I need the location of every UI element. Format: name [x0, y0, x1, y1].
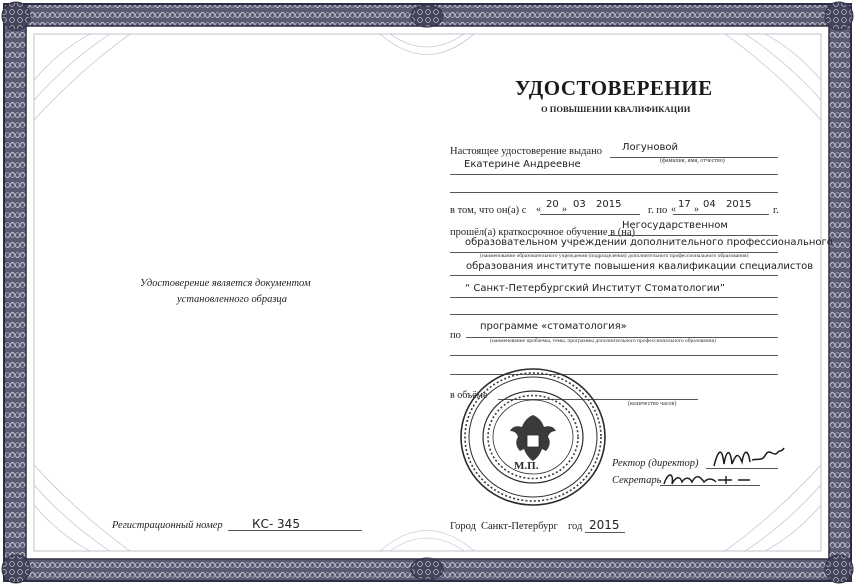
- period-year-suffix: г. по: [648, 205, 668, 216]
- period-to-line: [673, 214, 769, 215]
- city-label: Город: [450, 521, 476, 532]
- issued-surname: Логуновой: [622, 142, 678, 153]
- period-end-suffix: г.: [773, 205, 779, 216]
- training-line1: [608, 235, 778, 236]
- period-label: в том, что он(а) с: [450, 205, 527, 216]
- period-from-quote-open: «: [536, 204, 541, 215]
- issued-name: Екатерине Андреевне: [464, 159, 581, 170]
- period-to-day: 17: [678, 199, 691, 210]
- year-label: год: [568, 521, 583, 532]
- period-to-quote-close: »: [694, 204, 699, 215]
- training-line5: [450, 314, 778, 315]
- training-line4: [450, 297, 778, 298]
- volume-label: в объёме: [450, 390, 488, 401]
- issued-caption: (фамилия, имя, отчество): [660, 158, 725, 164]
- certificate-title: УДОСТОВЕРЕНИЕ: [515, 76, 713, 100]
- registration-label: Регистрационный номер: [112, 520, 223, 531]
- secretary-signature: [660, 468, 760, 490]
- registration-line: [228, 530, 362, 531]
- training-caption: (наименование образовательного учреждения (подразделения) дополнительного профессионального образования): [480, 253, 749, 259]
- program-line2: [450, 355, 778, 356]
- training-value4: “ Санкт-Петербургский Институт Стоматологии”: [465, 283, 725, 294]
- city-value: Санкт-Петербург: [481, 521, 558, 532]
- training-value2: образовательном учреждении дополнительного профессионального: [465, 237, 833, 248]
- training-line3: [450, 275, 778, 276]
- period-to-quote-open: «: [671, 204, 676, 215]
- issued-line3: [450, 192, 778, 193]
- certificate-subtitle: О ПОВЫШЕНИИ КВАЛИФИКАЦИИ: [541, 104, 691, 114]
- issued-label: Настоящее удостоверение выдано: [450, 146, 602, 157]
- stamp-mp: М.П.: [514, 460, 539, 472]
- issued-line2: [450, 174, 778, 175]
- program-value: программе «стоматология»: [480, 321, 627, 332]
- period-to-year: 2015: [726, 199, 752, 210]
- training-label: прошёл(а) краткосрочное обучение в (на): [450, 227, 636, 238]
- period-to-month: 04: [703, 199, 716, 210]
- secretary-label: Секретарь: [612, 475, 662, 486]
- program-label: по: [450, 330, 461, 341]
- period-from-year: 2015: [596, 199, 622, 210]
- training-value3: образования институте повышения квалификации специалистов: [466, 261, 814, 272]
- program-caption: (наименование проблемы, темы, программы дополнительного профессионального образования): [490, 338, 716, 344]
- left-note-line1: Удостоверение является документом: [140, 278, 311, 289]
- period-from-quote-close: »: [562, 204, 567, 215]
- period-from-day: 20: [546, 199, 559, 210]
- volume-caption: (количество часов): [628, 401, 677, 407]
- year-line: [585, 532, 625, 533]
- registration-number: КС- 345: [252, 517, 300, 531]
- year-value: 2015: [589, 518, 620, 532]
- rector-label: Ректор (директор): [612, 458, 699, 469]
- training-value1: Негосударственном: [622, 220, 728, 231]
- official-seal: [458, 365, 608, 510]
- period-from-month: 03: [573, 199, 586, 210]
- period-from-line: [540, 214, 640, 215]
- left-note-line2: установленного образца: [177, 294, 288, 305]
